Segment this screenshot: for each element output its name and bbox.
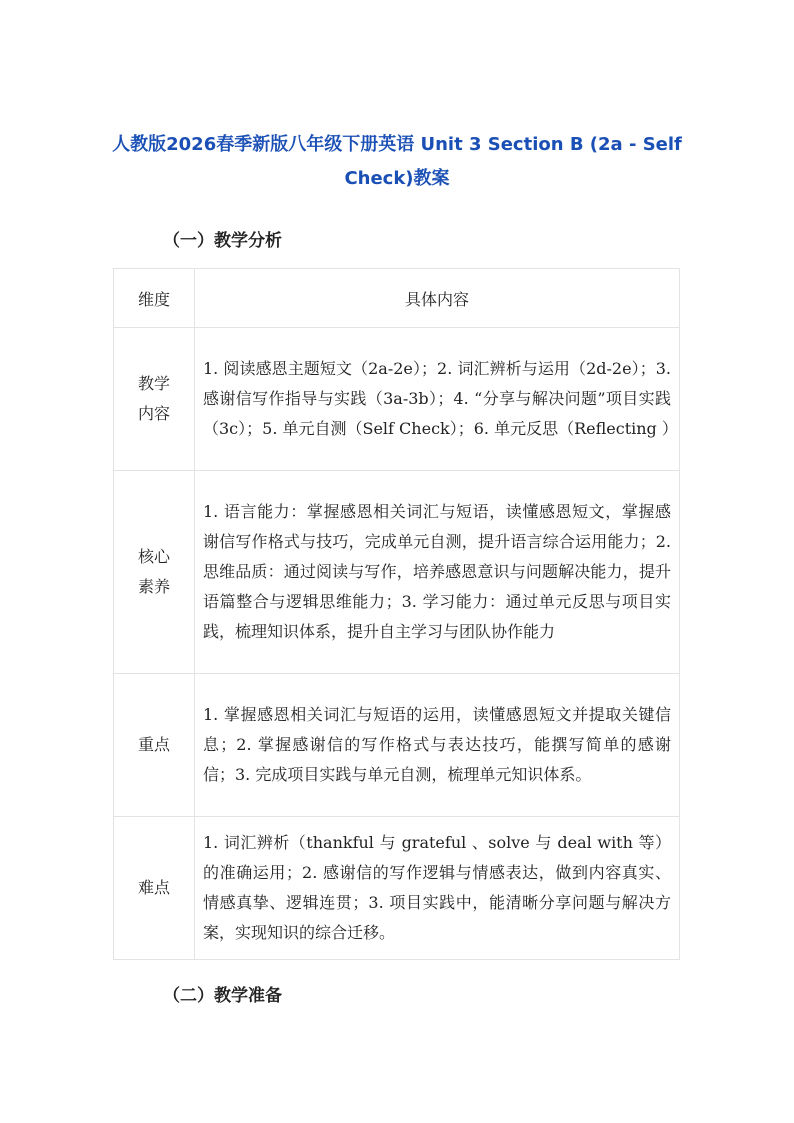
section-heading-preparation: （二）教学准备 bbox=[163, 986, 282, 1006]
row-dimension: 核心素养 bbox=[114, 471, 195, 674]
analysis-table bbox=[113, 268, 680, 960]
table-header-row bbox=[114, 269, 680, 328]
header-dimension: 维度 bbox=[114, 269, 195, 328]
table-row bbox=[114, 817, 680, 960]
table-row bbox=[114, 328, 680, 471]
row-content: 1. 语言能力：掌握感恩相关词汇与短语，读懂感恩短文，掌握感谢信写作格式与技巧，完成单元自测，提升语言综合运用能力；2. 思维品质：通过阅读与写作，培养感恩意识与问题解决能力，提升语篇整合与逻辑思维能力；3. 学习能力：通过单元反思与项目实践，梳理知识体系，提升自主学习与团队协作能力 bbox=[195, 471, 680, 674]
header-content: 具体内容 bbox=[195, 269, 680, 328]
row-dimension: 教学内容 bbox=[114, 328, 195, 471]
document-title: 人教版2026春季新版八年级下册英语 Unit 3 Section B (2a - Self Check)教案 bbox=[112, 134, 682, 189]
table-row bbox=[114, 471, 680, 674]
row-dimension: 难点 bbox=[114, 817, 195, 960]
row-content: 1. 掌握感恩相关词汇与短语的运用，读懂感恩短文并提取关键信息；2. 掌握感谢信的写作格式与表达技巧，能撰写简单的感谢信；3. 完成项目实践与单元自测，梳理单元知识体系。 bbox=[195, 674, 680, 817]
table-row bbox=[114, 674, 680, 817]
row-dimension: 重点 bbox=[114, 674, 195, 817]
row-content: 1. 阅读感恩主题短文（2a-2e）；2. 词汇辨析与运用（2d-2e）；3. 感谢信写作指导与实践（3a-3b）；4. “分享与解决问题”项目实践（3c）；5. 单元自测（Self Check）；6. 单元反思（Reflecting ） bbox=[195, 328, 680, 471]
section-heading-analysis: （一）教学分析 bbox=[163, 231, 282, 251]
row-content: 1. 词汇辨析（thankful 与 grateful 、solve 与 deal with 等）的准确运用；2. 感谢信的写作逻辑与情感表达，做到内容真实、情感真挚、逻辑连贯；3. 项目实践中，能清晰分享问题与解决方案，实现知识的综合迁移。 bbox=[195, 817, 680, 960]
